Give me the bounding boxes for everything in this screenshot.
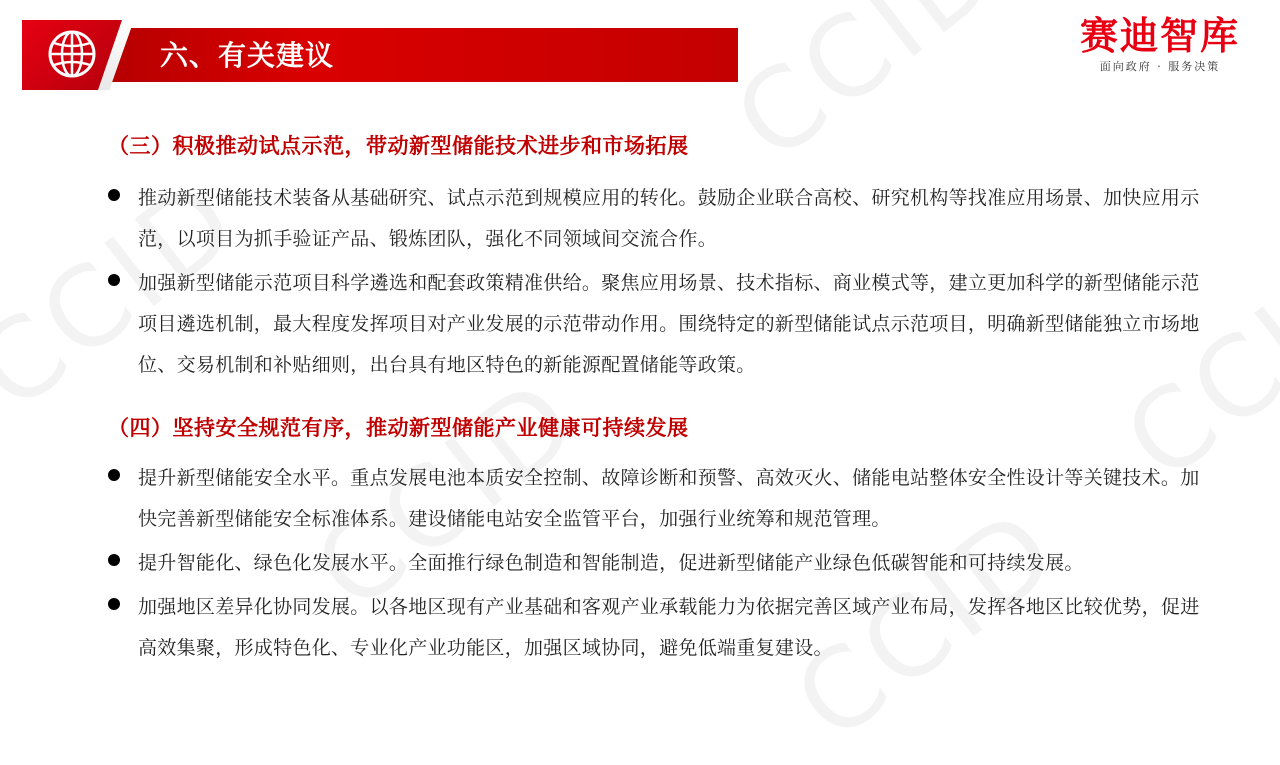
- list-item-text: 加强新型储能示范项目科学遴选和配套政策精准供给。聚焦应用场景、技术指标、商业模式等，建立更加科学的新型储能示范项目遴选机制，最大程度发挥项目对产业发展的示范带动作用。围绕特定的新型储能试点示范项目，明确新型储能独立市场地位、交易机制和补贴细则，出台具有地区特色的新能源配置储能等政策。: [138, 272, 1200, 376]
- bullet-icon: [108, 189, 120, 201]
- list-item: [108, 543, 1208, 584]
- section-banner: [22, 28, 738, 82]
- list-item: [108, 587, 1208, 669]
- bullet-icon: [108, 554, 120, 566]
- list-item-text: 提升新型储能安全水平。重点发展电池本质安全控制、故障诊断和预警、高效灭火、储能电站整体安全性设计等关键技术。加快完善新型储能安全标准体系。建设储能电站安全监管平台，加强行业统筹和规范管理。: [138, 467, 1200, 530]
- bullet-icon: [108, 274, 120, 286]
- watermark: [712, 0, 1023, 185]
- section-heading-4: （四）坚持安全规范有序，推动新型储能产业健康可持续发展: [108, 416, 689, 440]
- globe-icon: [46, 28, 98, 80]
- list-item-text: 提升智能化、绿色化发展水平。全面推行绿色制造和智能制造，促进新型储能产业绿色低碳智能和可持续发展。: [138, 552, 1084, 574]
- page-title: 六、有关建议: [160, 39, 335, 72]
- bullet-icon: [108, 598, 120, 610]
- list-item-text: 加强地区差异化协同发展。以各地区现有产业基础和客观产业承载能力为依据完善区域产业布局，发挥各地区比较优势，促进高效集聚，形成特色化、专业化产业功能区，加强区域协同，避免低端重复建设。: [138, 596, 1200, 659]
- brand-logo: 赛迪智库: [1079, 14, 1240, 58]
- list-item: [108, 458, 1208, 540]
- list-item: [108, 178, 1208, 260]
- list-item: [108, 263, 1208, 386]
- section-heading-3: （三）积极推动试点示范，带动新型储能技术进步和市场拓展: [108, 134, 689, 158]
- brand-tagline: 面向政府 · 服务决策: [1099, 60, 1221, 73]
- bullet-icon: [108, 469, 120, 481]
- list-item-text: 推动新型储能技术装备从基础研究、试点示范到规模应用的转化。鼓励企业联合高校、研究机构等找准应用场景、加快应用示范，以项目为抓手验证产品、锻炼团队，强化不同领域间交流合作。: [138, 187, 1200, 250]
